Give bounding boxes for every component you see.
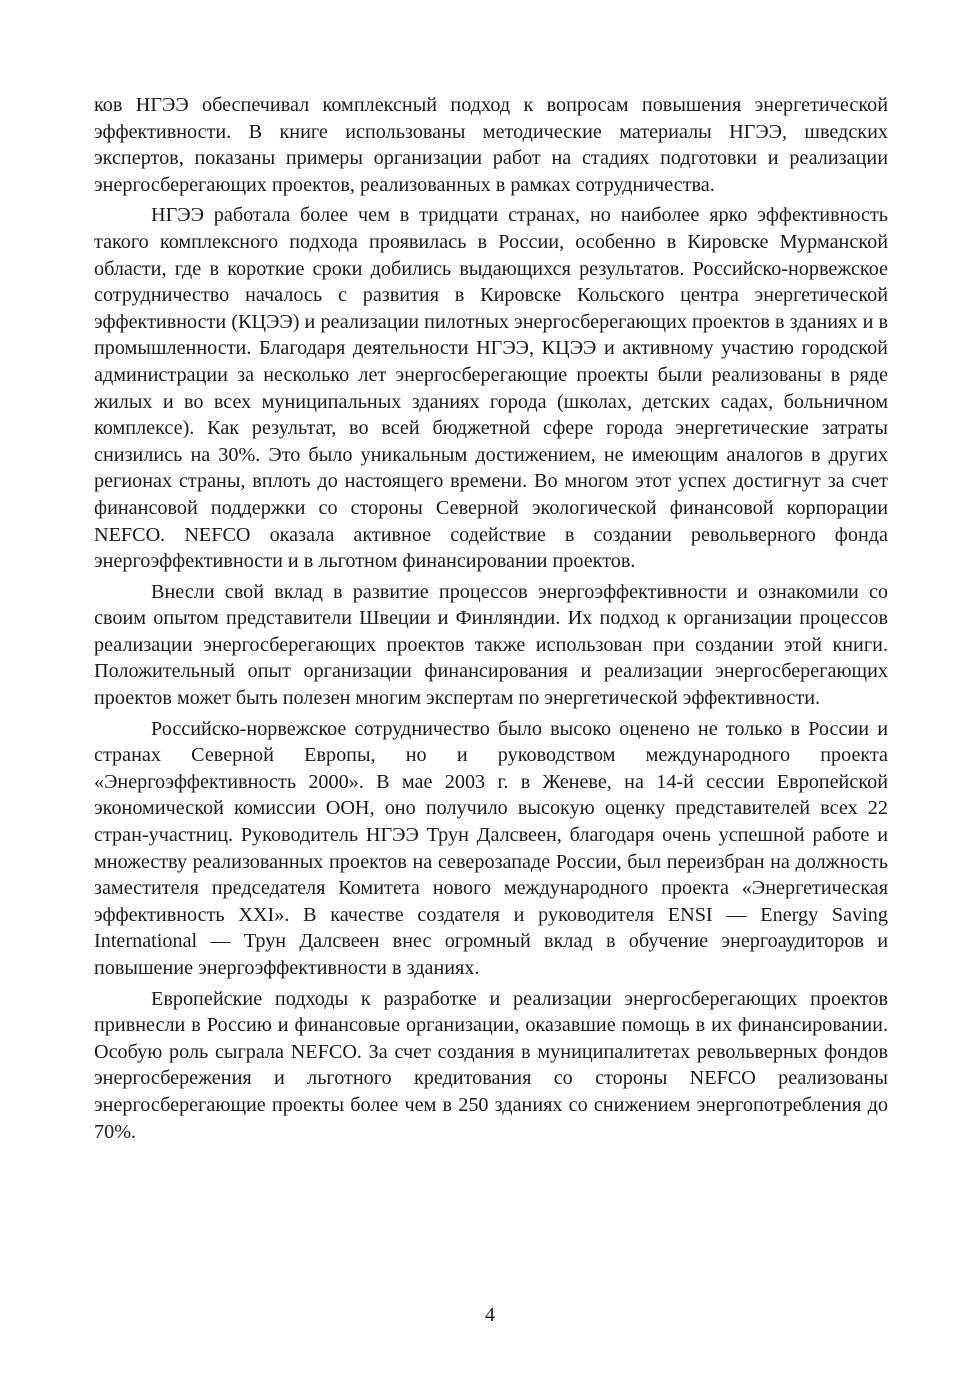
page-number: 4 bbox=[485, 1304, 495, 1326]
body-text bbox=[94, 92, 888, 1145]
paragraph-european-approaches: Европейские подходы к разработке и реализации энергосберегающих проектов привнесли в Россию и финансовые организации, оказавшие помощь в их финансировании. Особую роль сыграла NEFCO. За счет создания в муниципалитетах револьверных фондов энергосбережения и льготного кредитования со стороны NEFCO реализованы энергосберегающие проекты более чем в 250 зданиях со снижением энергопотребления до 70%. bbox=[94, 987, 888, 1143]
paragraph-cooperation-recognition: Российско-норвежское сотрудничество было высоко оценено не только в России и странах Северной Европы, но и руководством международного проекта «Энергоэффективность 2000». В мае 2003 г. в Женеве, на 14-й сессии Европейской экономической комиссии ООН, оно получило высокую оценку представителей всех 22 стран-участниц. Руководитель НГЭЭ Трун Далсвеен, благодаря очень успешной работе и множеству реализованных проектов на северозападе России, был переизбран на должность заместителя председателя Комитета нового международного проекта «Энергетическая эффективность XXI». В качестве создателя и руководителя ENSI — Energy Saving International — Трун Далсвеен внес огромный вклад в обучение энергоаудиторов и повышение энергоэффективности в зданиях. bbox=[94, 717, 888, 979]
paragraph-continuation: ков НГЭЭ обеспечивал комплексный подход к вопросам повышения энергетической эффективности. В книге использованы методические материалы НГЭЭ, шведских экспертов, показаны примеры организации работ на стадиях подготовки и реализации энергосберегающих проектов, реализованных в рамках сотрудничества. bbox=[94, 94, 888, 196]
paragraph-ngee-work: НГЭЭ работала более чем в тридцати странах, но наиболее ярко эффективность такого комплексного подхода проявилась в России, особенно в Кировске Мурманской области, где в короткие сроки добились выдающихся результатов. Российско-норвежское сотрудничество началось с развития в Кировске Кольского центра энергетической эффективности (КЦЭЭ) и реализации пилотных энергосберегающих проектов в зданиях и в промышленности. Благодаря деятельности НГЭЭ, КЦЭЭ и активному участию городской администрации за несколько лет энергосберегающие проекты были реализованы в ряде жилых и во всех муниципальных зданиях города (школах, детских садах, больничном комплексе). Как результат, во всей бюджетной сфере города энергетические затраты снизились на 30%. Это было уникальным достижением, не имеющим аналогов в других регионах страны, вплоть до настоящего времени. Во многом этот успех достигнут за счет финансовой поддержки со стороны Северной экологической финансовой корпорации NEFCO. NEFCO оказала активное содействие в создании револьверного фонда энергоэффективности и в льготном финансировании проектов. bbox=[94, 204, 888, 573]
paragraph-sweden-finland: Внесли свой вклад в развитие процессов энергоэффективности и ознакомили со своим опытом представители Швеции и Финляндии. Их подход к организации процессов реализации энергосберегающих проектов также использован при создании этой книги. Положительный опыт организации финансирования и реализации энергосберегающих проектов может быть полезен многим экспертам по энергетической эффективности. bbox=[94, 580, 888, 710]
